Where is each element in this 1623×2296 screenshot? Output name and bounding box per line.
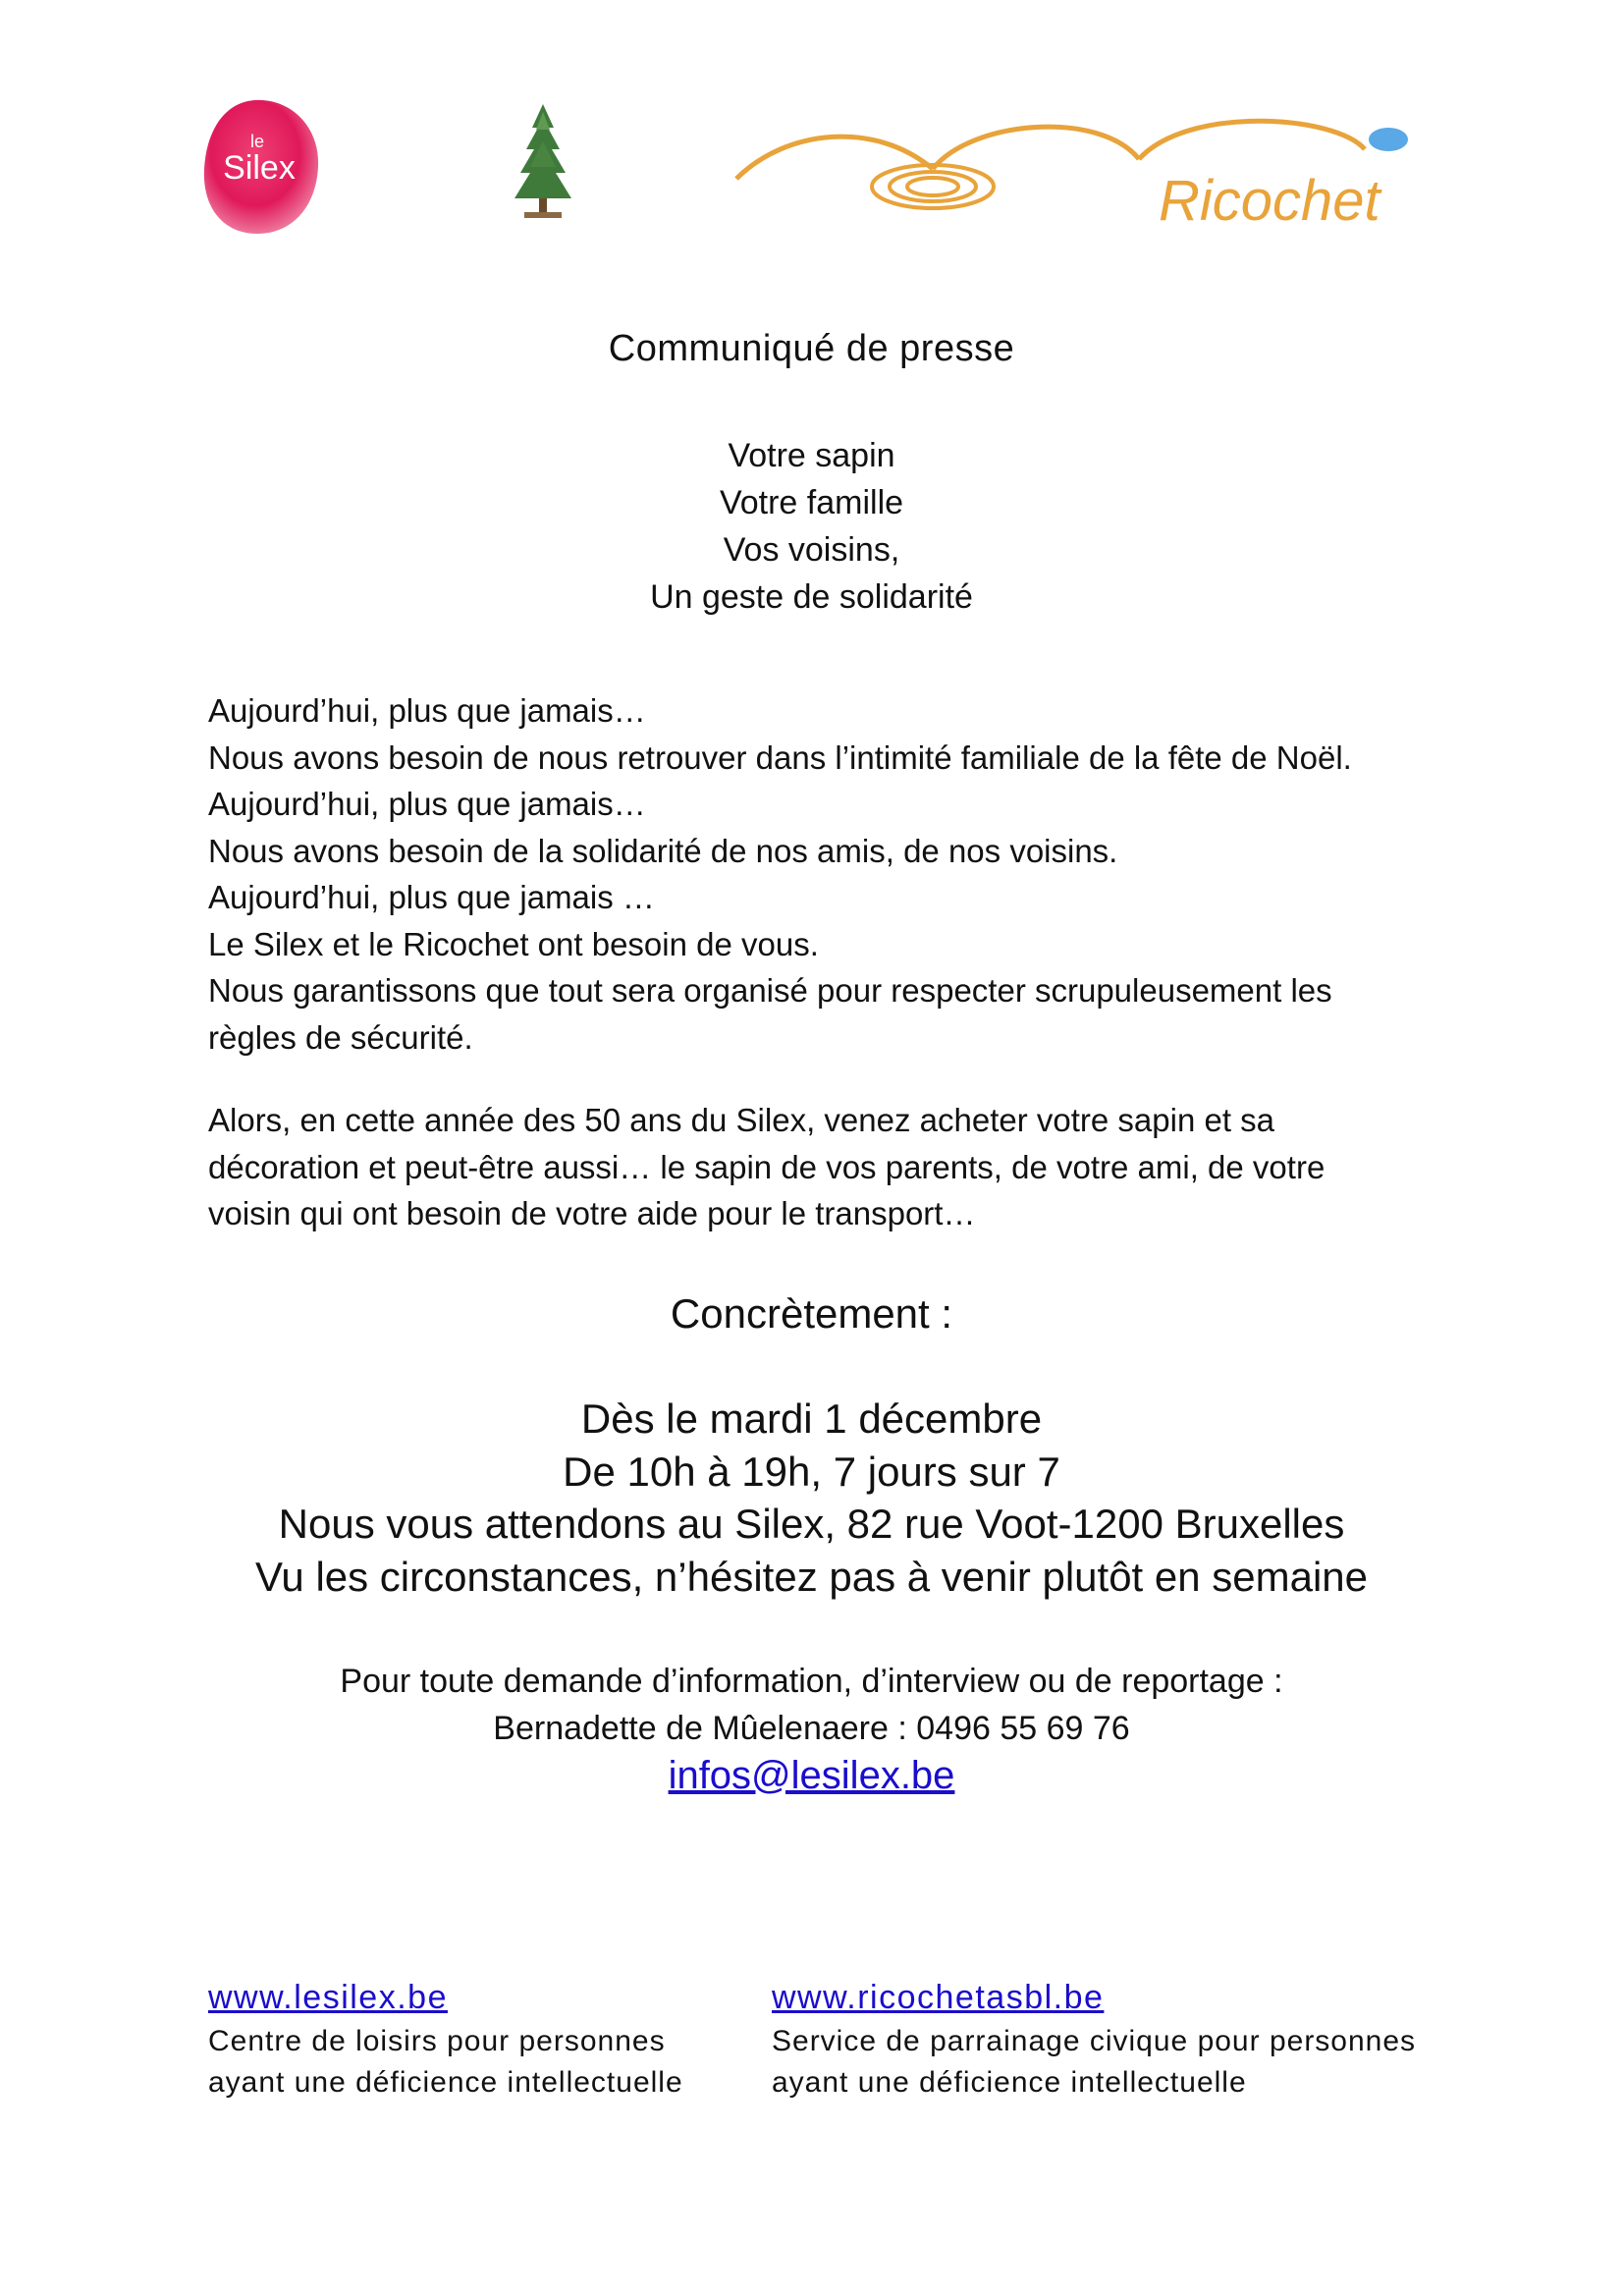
paragraph-line: règles de sécurité. xyxy=(208,1018,473,1056)
ricochet-description: Service de parrainage civique pour personnes xyxy=(772,2025,1417,2057)
paragraph-intro xyxy=(208,687,1485,1061)
tagline-line: Votre sapin xyxy=(728,437,895,474)
ricochet-logo xyxy=(727,110,1414,247)
event-details xyxy=(0,1393,1623,1603)
contact-info xyxy=(0,1658,1623,1752)
event-date: Dès le mardi 1 décembre xyxy=(580,1395,1043,1442)
paragraph-invitation xyxy=(208,1097,1485,1237)
ricochet-website-link[interactable]: www.ricochetasbl.be xyxy=(772,1979,1105,2016)
tagline-line: Un geste de solidarité xyxy=(650,578,973,616)
tagline-line: Vos voisins, xyxy=(723,531,900,569)
footer-ricochet xyxy=(772,1974,1416,2104)
event-address: Nous vous attendons au Silex, 82 rue Voot-1200 Bruxelles xyxy=(278,1501,1345,1547)
paragraph-line: Nous avons besoin de la solidarité de nos amis, de nos voisins. xyxy=(208,832,1118,869)
paragraph-line: Aujourd’hui, plus que jamais… xyxy=(208,692,646,729)
paragraph-line: voisin qui ont besoin de votre aide pour le transport… xyxy=(208,1195,976,1231)
event-note: Vu les circonstances, n’hésitez pas à venir plutôt en semaine xyxy=(254,1553,1369,1600)
ricochet-description: ayant une déficience intellectuelle xyxy=(772,2066,1247,2099)
paragraph-line: Nous avons besoin de nous retrouver dans l’intimité familiale de la fête de Noël. xyxy=(208,738,1352,776)
silex-description: ayant une déficience intellectuelle xyxy=(208,2066,683,2099)
page-title: Communiqué de presse xyxy=(608,328,1015,369)
ricochet-blue-dot xyxy=(1369,128,1408,151)
silex-logo-small-text: le xyxy=(249,132,265,151)
ricochet-logo-text: Ricochet xyxy=(1159,169,1380,233)
fir-tree-icon xyxy=(503,102,583,230)
silex-logo xyxy=(196,96,324,239)
paragraph-line: Aujourd’hui, plus que jamais … xyxy=(208,879,655,915)
paragraph-line: décoration et peut-être aussi… le sapin de vos parents, de votre ami, de votre xyxy=(208,1148,1325,1185)
event-hours: De 10h à 19h, 7 jours sur 7 xyxy=(563,1448,1060,1495)
footer-silex xyxy=(208,1974,683,2104)
paragraph-line: Le Silex et le Ricochet ont besoin de vous. xyxy=(208,925,819,962)
concretely-heading: Concrètement : xyxy=(670,1290,953,1337)
silex-description: Centre de loisirs pour personnes xyxy=(208,2025,666,2057)
paragraph-line: Alors, en cette année des 50 ans du Silex, venez acheter votre sapin et sa xyxy=(208,1102,1275,1138)
contact-email-link[interactable]: infos@lesilex.be xyxy=(668,1754,955,1797)
tagline xyxy=(0,432,1623,621)
silex-logo-text: Silex xyxy=(223,149,296,187)
paragraph-line: Nous garantissons que tout sera organisé pour respecter scrupuleusement les xyxy=(208,972,1332,1009)
tagline-line: Votre famille xyxy=(719,484,904,521)
paragraph-line: Aujourd’hui, plus que jamais… xyxy=(208,786,646,822)
contact-phone: Bernadette de Mûelenaere : 0496 55 69 76 xyxy=(493,1710,1130,1747)
silex-website-link[interactable]: www.lesilex.be xyxy=(208,1979,448,2016)
contact-line: Pour toute demande d’information, d’interview ou de reportage : xyxy=(340,1663,1283,1700)
